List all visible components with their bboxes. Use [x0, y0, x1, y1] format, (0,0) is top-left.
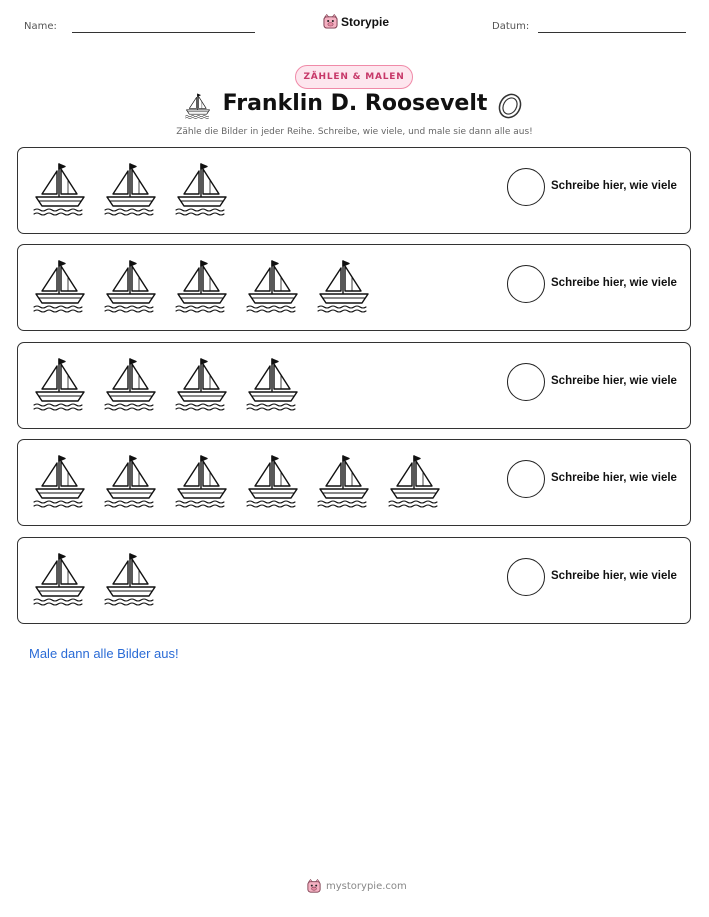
sailboat-icon	[174, 452, 230, 510]
counting-row	[17, 147, 691, 234]
answer-label: Schreibe hier, wie viele	[551, 570, 677, 582]
sailboat-icon	[32, 257, 88, 315]
sailboat-icon	[174, 257, 230, 315]
brand-name: Storypie	[341, 14, 390, 29]
counting-row	[17, 342, 691, 429]
answer-label: Schreibe hier, wie viele	[551, 375, 677, 387]
name-field[interactable]	[72, 32, 255, 33]
sailboat-icon	[103, 452, 159, 510]
sailboat-icon	[174, 160, 230, 218]
sailboat-icon	[174, 355, 230, 413]
sailboat-icon	[103, 550, 159, 608]
counting-row	[17, 439, 691, 526]
counting-row	[17, 244, 691, 331]
sailboat-icon	[387, 452, 443, 510]
answer-circle[interactable]	[507, 168, 545, 206]
sailboat-icon	[32, 550, 88, 608]
category-badge: ZÄHLEN & MALEN	[295, 65, 413, 89]
answer-circle[interactable]	[507, 460, 545, 498]
sailboat-icon	[245, 257, 301, 315]
coin-icon	[496, 92, 524, 120]
sailboat-icon	[245, 355, 301, 413]
sailboat-icon	[245, 452, 301, 510]
answer-label: Schreibe hier, wie viele	[551, 180, 677, 192]
answer-circle[interactable]	[507, 265, 545, 303]
pig-icon	[323, 14, 338, 29]
footer-note: Male dann alle Bilder aus!	[29, 646, 179, 661]
answer-label: Schreibe hier, wie viele	[551, 472, 677, 484]
answer-circle[interactable]	[507, 558, 545, 596]
footer-url: mystorypie.com	[326, 880, 407, 892]
sailboat-icon	[32, 355, 88, 413]
sailboat-icon	[32, 452, 88, 510]
pig-icon	[307, 879, 321, 893]
page-title: Franklin D. Roosevelt	[222, 91, 488, 116]
date-field[interactable]	[538, 32, 686, 33]
name-label: Name:	[24, 21, 57, 32]
counting-row	[17, 537, 691, 624]
sailboat-icon	[103, 257, 159, 315]
instructions: Zähle die Bilder in jeder Reihe. Schreibe, wie viele, und male sie dann alle aus!	[176, 127, 533, 137]
sailboat-icon	[103, 160, 159, 218]
sailboat-icon	[316, 452, 372, 510]
brand-logo	[323, 14, 389, 29]
sailboat-icon	[316, 257, 372, 315]
footer-brand	[307, 879, 407, 893]
sailboat-icon	[32, 160, 88, 218]
date-label: Datum:	[492, 21, 530, 32]
sailboat-icon	[103, 355, 159, 413]
answer-label: Schreibe hier, wie viele	[551, 277, 677, 289]
answer-circle[interactable]	[507, 363, 545, 401]
